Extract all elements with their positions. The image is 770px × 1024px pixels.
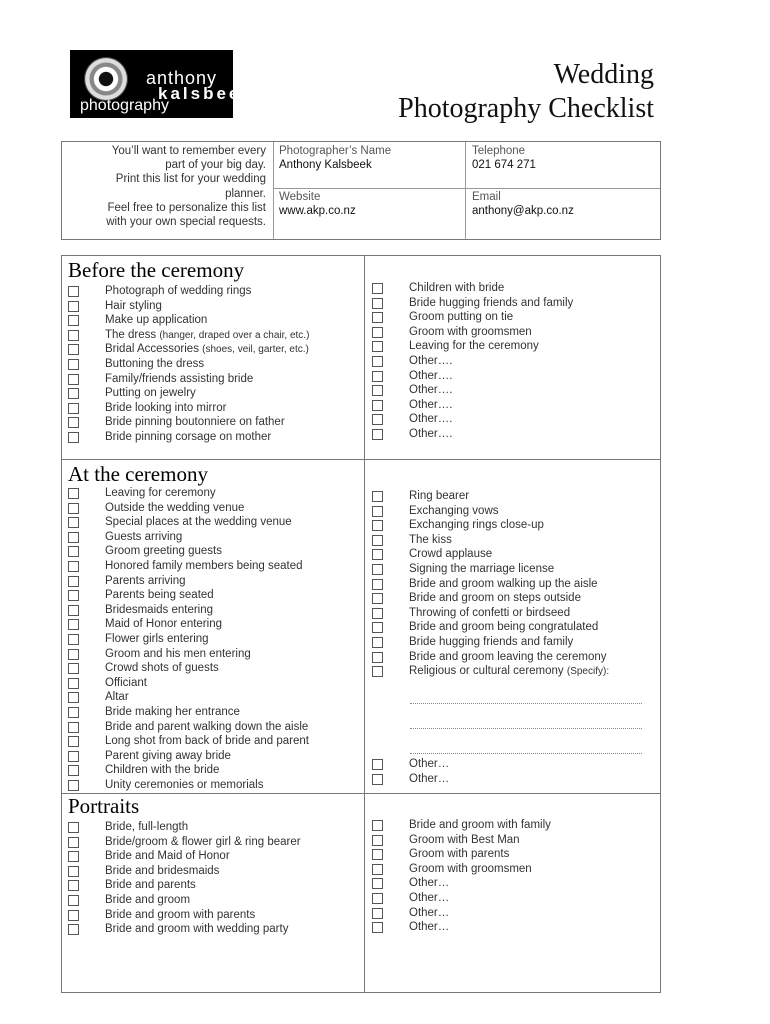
checkbox[interactable] xyxy=(372,385,383,396)
section-before-ceremony xyxy=(61,255,661,460)
checklist-item-text: Bride and groom leaving the ceremony xyxy=(409,650,607,663)
checklist-item-label xyxy=(409,772,449,787)
checklist-item-label xyxy=(409,606,570,621)
checklist-item-text: Photograph of wedding rings xyxy=(105,285,252,297)
checkbox[interactable] xyxy=(68,619,79,630)
specify-line xyxy=(410,753,642,754)
checklist-item-text: Long shot from back of bride and parent xyxy=(105,735,309,748)
photographer-value: Anthony Kalsbeek xyxy=(279,159,372,171)
checkbox[interactable] xyxy=(68,678,79,689)
checklist-item-label xyxy=(105,588,214,603)
checkbox[interactable] xyxy=(68,432,79,443)
checklist-item-text: Other… xyxy=(409,892,450,904)
section-title: At the ceremony xyxy=(68,462,208,486)
checklist-item-label xyxy=(105,835,301,850)
checkbox[interactable] xyxy=(372,356,383,367)
photographer-cell xyxy=(279,144,391,172)
checklist-item-label xyxy=(105,299,162,314)
checklist-item-label xyxy=(105,632,209,647)
checklist-item-note: (shoes, veil, garter, etc.) xyxy=(202,344,309,356)
checkbox[interactable] xyxy=(372,666,383,677)
checklist-item-label xyxy=(409,891,449,906)
checklist-item-text: The dress xyxy=(105,328,160,341)
checklist-item-text: Officiant xyxy=(105,676,147,689)
checklist-item-text: Hair styling xyxy=(105,299,162,312)
intro-line: planner. xyxy=(225,187,266,200)
info-divider xyxy=(273,188,660,189)
checklist-item-label xyxy=(105,647,251,662)
logo-line-3: photography xyxy=(80,97,169,114)
checklist-item-label xyxy=(105,661,219,676)
checkbox[interactable] xyxy=(68,837,79,848)
checklist-item-text: Honored family members being seated xyxy=(105,560,303,572)
checklist-item-label xyxy=(105,763,219,778)
checklist-item-text: Bride hugging friends and family xyxy=(409,296,574,309)
checklist-item-label xyxy=(105,617,222,632)
logo-line-1: anthony xyxy=(146,68,218,88)
checklist-item-text: Bride hugging friends and family xyxy=(409,636,574,648)
checklist-item-label xyxy=(409,398,452,413)
checklist-item-label xyxy=(105,357,204,372)
checklist-item-text: Ring bearer xyxy=(409,490,470,502)
checkbox[interactable] xyxy=(372,820,383,831)
checkbox[interactable] xyxy=(372,535,383,546)
column-divider xyxy=(364,256,365,459)
checklist-item-text: Children with bride xyxy=(409,282,505,294)
checklist-item-label xyxy=(105,720,308,735)
checkbox[interactable] xyxy=(372,864,383,875)
page-title xyxy=(398,58,654,126)
checklist-item-text: Flower girls entering xyxy=(105,633,209,645)
section-at-ceremony xyxy=(61,459,661,794)
checklist-item-label xyxy=(105,864,219,879)
page-title-line-2: Photography Checklist xyxy=(398,93,654,124)
checklist-item-text: Leaving for ceremony xyxy=(105,487,216,499)
checkbox[interactable] xyxy=(372,414,383,425)
checklist-item-note: (Specify): xyxy=(566,666,610,678)
checklist-item-label xyxy=(409,635,573,650)
checklist-item-text: Putting on jewelry xyxy=(105,387,196,400)
checklist-item-text: Altar xyxy=(105,691,129,704)
checklist-item-text: Other…. xyxy=(409,398,453,411)
checkbox[interactable] xyxy=(68,663,79,674)
checklist-item-label xyxy=(409,833,520,848)
checkbox[interactable] xyxy=(68,330,79,341)
checkbox[interactable] xyxy=(68,517,79,528)
checklist-item-label xyxy=(409,504,499,519)
section-portraits xyxy=(61,793,661,993)
checklist-item-text: Other…. xyxy=(409,355,453,367)
checklist-item-text: Bride and groom walking up the aisle xyxy=(409,577,598,590)
checkbox[interactable] xyxy=(68,576,79,587)
checklist-item-text: Bridesmaids entering xyxy=(105,603,214,616)
checklist-item-text: Family/friends assisting bride xyxy=(105,372,254,385)
checklist-item-label xyxy=(409,876,449,891)
checkbox[interactable] xyxy=(68,532,79,543)
checkbox[interactable] xyxy=(68,417,79,428)
checkbox[interactable] xyxy=(372,849,383,860)
checkbox[interactable] xyxy=(372,312,383,323)
checkbox[interactable] xyxy=(68,374,79,385)
checklist-item-label xyxy=(105,415,285,430)
intro-line: You’ll want to remember every xyxy=(111,145,266,157)
checklist-item-label xyxy=(409,664,609,680)
checkbox[interactable] xyxy=(372,506,383,517)
checkbox[interactable] xyxy=(68,910,79,921)
checklist-item-label xyxy=(409,296,573,311)
checklist-item-text: Special places at the wedding venue xyxy=(105,516,292,529)
checkbox[interactable] xyxy=(68,605,79,616)
checklist-item-text: Crowd shots of guests xyxy=(105,662,219,675)
checklist-item-text: Bride/groom & flower girl & ring bearer xyxy=(105,835,301,848)
checklist-item-label xyxy=(409,562,554,577)
checklist-item-text: Groom with parents xyxy=(409,848,510,861)
checklist-item-text: Bride, full-length xyxy=(105,821,189,833)
checklist-item-label xyxy=(105,342,309,358)
checklist-item-label xyxy=(105,313,207,328)
checklist-item-label xyxy=(409,547,492,562)
info-divider xyxy=(465,142,466,239)
info-box xyxy=(61,141,661,240)
checklist-item-label xyxy=(105,574,186,589)
intro-text xyxy=(66,144,266,229)
checklist-item-label xyxy=(409,533,452,548)
checklist-item-label xyxy=(105,284,251,299)
checklist-item-label xyxy=(409,862,532,877)
checklist-item-label xyxy=(105,544,222,559)
checklist-item-text: Groom with groomsmen xyxy=(409,325,532,338)
checklist-item-label xyxy=(409,369,452,384)
checkbox[interactable] xyxy=(372,283,383,294)
checklist-item-text: Other…. xyxy=(409,369,453,382)
checklist-item-text: Bride and groom with family xyxy=(409,819,551,831)
checkbox[interactable] xyxy=(372,608,383,619)
checkbox[interactable] xyxy=(372,835,383,846)
checkbox[interactable] xyxy=(68,692,79,703)
checklist-item-text: Bride pinning boutonniere on father xyxy=(105,416,285,429)
section-title: Before the ceremony xyxy=(68,258,245,282)
website-label: Website xyxy=(279,191,321,203)
checklist-item-label xyxy=(409,920,449,935)
checklist-item-label xyxy=(105,749,231,764)
checklist-item-text: Parents arriving xyxy=(105,574,186,587)
photographer-label: Photographer’s Name xyxy=(279,145,392,157)
info-divider xyxy=(273,142,274,239)
column-divider xyxy=(364,794,365,992)
checkbox[interactable] xyxy=(372,922,383,933)
checklist-item-text: Other… xyxy=(409,772,450,785)
checklist-item-label xyxy=(409,620,598,635)
checklist-item-text: Exchanging rings close-up xyxy=(409,519,544,532)
checkbox[interactable] xyxy=(372,491,383,502)
checklist-item-label xyxy=(409,591,581,606)
checklist-item-text: Other…. xyxy=(409,413,453,426)
checkbox[interactable] xyxy=(372,327,383,338)
checkbox[interactable] xyxy=(68,503,79,514)
checkbox[interactable] xyxy=(68,403,79,414)
checklist-item-text: Bride and parents xyxy=(105,879,196,892)
checkbox[interactable] xyxy=(372,298,383,309)
checklist-item-label xyxy=(409,310,513,325)
checkbox[interactable] xyxy=(68,751,79,762)
checkbox[interactable] xyxy=(372,341,383,352)
checklist-item-label xyxy=(105,430,271,445)
checkbox[interactable] xyxy=(68,359,79,370)
intro-line: Print this list for your wedding xyxy=(115,173,266,186)
checkbox[interactable] xyxy=(372,371,383,382)
checklist-item-label xyxy=(409,757,449,772)
checklist-item-label xyxy=(105,501,244,516)
checklist-item-label xyxy=(409,577,598,592)
checkbox[interactable] xyxy=(68,649,79,660)
email-value: anthony@akp.co.nz xyxy=(472,205,574,217)
checklist-item-label xyxy=(105,559,303,574)
checkbox[interactable] xyxy=(372,637,383,648)
checklist-item-text: Parent giving away bride xyxy=(105,749,231,762)
checklist-item-label xyxy=(409,339,539,354)
checklist-item-label xyxy=(409,383,452,398)
intro-line: Feel free to personalize this list xyxy=(107,201,266,214)
section-title: Portraits xyxy=(68,794,140,818)
checkbox[interactable] xyxy=(372,520,383,531)
checklist-item-note: (hanger, draped over a chair, etc.) xyxy=(159,329,310,341)
checkbox[interactable] xyxy=(68,765,79,776)
checkbox[interactable] xyxy=(68,344,79,355)
website-cell xyxy=(279,190,356,218)
checklist-item-text: Leaving for the ceremony xyxy=(409,340,539,353)
checkbox[interactable] xyxy=(68,488,79,499)
checklist-item-label xyxy=(105,690,129,705)
checklist-item-label xyxy=(105,820,188,835)
checklist-item-text: Bride looking into mirror xyxy=(105,401,227,414)
checklist-item-label xyxy=(105,908,255,923)
checklist-item-text: Bride and groom with parents xyxy=(105,908,256,921)
checklist-item-text: Groom with Best Man xyxy=(409,833,520,846)
checklist-item-text: Other… xyxy=(409,877,450,890)
checklist-item-text: Guests arriving xyxy=(105,530,183,543)
intro-line: with your own special requests. xyxy=(106,216,266,229)
checklist-item-label xyxy=(105,515,292,530)
checkbox[interactable] xyxy=(68,707,79,718)
checklist-item-label xyxy=(409,427,452,442)
checklist-item-text: Other… xyxy=(409,921,450,934)
checklist-item-label xyxy=(105,676,147,691)
page-title-line-1: Wedding xyxy=(553,59,654,90)
checklist-item-text: Children with the bride xyxy=(105,764,220,777)
checkbox[interactable] xyxy=(68,895,79,906)
checkbox[interactable] xyxy=(68,546,79,557)
checklist-item-text: The kiss xyxy=(409,533,452,546)
email-label: Email xyxy=(472,191,501,203)
checklist-item-text: Other… xyxy=(409,758,450,770)
checklist-item-label xyxy=(105,386,196,401)
checklist-item-text: Bride and groom being congratulated xyxy=(409,621,599,634)
checklist-item-text: Groom putting on tie xyxy=(409,311,514,324)
checklist-item-text: Bride and bridesmaids xyxy=(105,864,220,877)
camera-lens-icon xyxy=(84,57,128,101)
checklist-item-text: Parents being seated xyxy=(105,589,214,602)
checkbox[interactable] xyxy=(68,301,79,312)
checkbox[interactable] xyxy=(372,774,383,785)
checkbox[interactable] xyxy=(68,722,79,733)
checklist-item-label xyxy=(105,778,264,793)
checkbox[interactable] xyxy=(68,315,79,326)
checklist-item-label xyxy=(409,818,551,833)
checklist-item-text: Bride and Maid of Honor xyxy=(105,850,230,863)
column-divider xyxy=(364,460,365,793)
checkbox[interactable] xyxy=(372,429,383,440)
checkbox[interactable] xyxy=(372,893,383,904)
checkbox[interactable] xyxy=(68,561,79,572)
company-logo xyxy=(70,50,254,118)
checkbox[interactable] xyxy=(372,908,383,919)
checklist-item-label xyxy=(409,412,452,427)
checklist-item-text: Outside the wedding venue xyxy=(105,501,245,514)
telephone-cell xyxy=(472,144,536,172)
checklist-item-text: Make up application xyxy=(105,314,208,327)
checklist-item-label xyxy=(409,906,449,921)
checkbox[interactable] xyxy=(372,759,383,770)
checklist-item-text: Groom greeting guests xyxy=(105,545,222,558)
checkbox[interactable] xyxy=(68,634,79,645)
email-cell xyxy=(472,190,574,218)
checklist-item-label xyxy=(105,328,309,344)
checklist-item-text: Bride and groom on steps outside xyxy=(409,592,581,605)
checklist-item-label xyxy=(105,849,230,864)
specify-line xyxy=(410,703,642,704)
checkbox[interactable] xyxy=(372,622,383,633)
checklist-item-text: Groom and his men entering xyxy=(105,647,251,660)
checklist-item-label xyxy=(409,325,532,340)
checkbox[interactable] xyxy=(372,579,383,590)
checklist-item-label xyxy=(409,847,509,862)
checklist-item-label xyxy=(409,650,607,665)
checkbox[interactable] xyxy=(68,866,79,877)
checklist-item-text: Bride and groom xyxy=(105,894,191,906)
checkbox[interactable] xyxy=(68,590,79,601)
checkbox[interactable] xyxy=(372,878,383,889)
checkbox[interactable] xyxy=(372,593,383,604)
checklist-item-text: Other…. xyxy=(409,428,453,440)
checklist-item-label xyxy=(409,518,544,533)
checklist-item-label xyxy=(105,401,226,416)
checklist-item-label xyxy=(105,922,288,937)
checklist-item-label xyxy=(409,354,452,369)
checklist-item-text: Signing the marriage license xyxy=(409,563,555,575)
checklist-item-label xyxy=(105,530,182,545)
checklist-item-text: Throwing of confetti or birdseed xyxy=(409,606,571,619)
checklist-item-text: Bridal Accessories xyxy=(105,343,203,356)
checklist-item-label xyxy=(409,489,469,504)
checkbox[interactable] xyxy=(68,736,79,747)
checklist-item-label xyxy=(105,893,190,908)
checklist-item-text: Maid of Honor entering xyxy=(105,618,222,631)
checkbox[interactable] xyxy=(372,400,383,411)
checklist-item-text: Unity ceremonies or memorials xyxy=(105,779,264,791)
checklist-item-label xyxy=(105,372,253,387)
checklist-item-label xyxy=(105,603,213,618)
telephone-label: Telephone xyxy=(472,145,526,157)
checklist-item-text: Crowd applause xyxy=(409,548,493,561)
checklist-item-label xyxy=(409,281,504,296)
checklist-item-label xyxy=(105,705,240,720)
checklist-item-text: Other…. xyxy=(409,384,453,397)
checklist-item-label xyxy=(105,878,196,893)
telephone-value: 021 674 271 xyxy=(472,159,536,171)
checklist-item-text: Groom with groomsmen xyxy=(409,862,532,875)
checkbox[interactable] xyxy=(68,822,79,833)
checklist-item-text: Bride pinning corsage on mother xyxy=(105,431,272,443)
checkbox[interactable] xyxy=(372,564,383,575)
checklist-item-text: Exchanging vows xyxy=(409,504,499,517)
checklist-item-label xyxy=(105,734,309,749)
checklist-item-text: Bride making her entrance xyxy=(105,706,240,718)
checklist-item-label xyxy=(105,486,216,501)
checkbox[interactable] xyxy=(68,880,79,891)
checklist-item-text: Buttoning the dress xyxy=(105,358,205,370)
checkbox[interactable] xyxy=(68,388,79,399)
intro-line: part of your big day. xyxy=(165,159,266,172)
checklist-item-text: Bride and parent walking down the aisle xyxy=(105,720,309,733)
checkbox[interactable] xyxy=(68,780,79,791)
logo-line-2: kalsbeek xyxy=(158,84,254,103)
checkbox[interactable] xyxy=(68,851,79,862)
specify-line xyxy=(410,728,642,729)
checklist-item-text: Bride and groom with wedding party xyxy=(105,923,289,936)
checklist-item-text: Religious or cultural ceremony xyxy=(409,665,567,678)
website-value: www.akp.co.nz xyxy=(279,205,356,217)
checkbox[interactable] xyxy=(68,924,79,935)
checkbox[interactable] xyxy=(372,652,383,663)
checkbox[interactable] xyxy=(372,549,383,560)
checkbox[interactable] xyxy=(68,286,79,297)
checklist-item-text: Other… xyxy=(409,906,450,919)
